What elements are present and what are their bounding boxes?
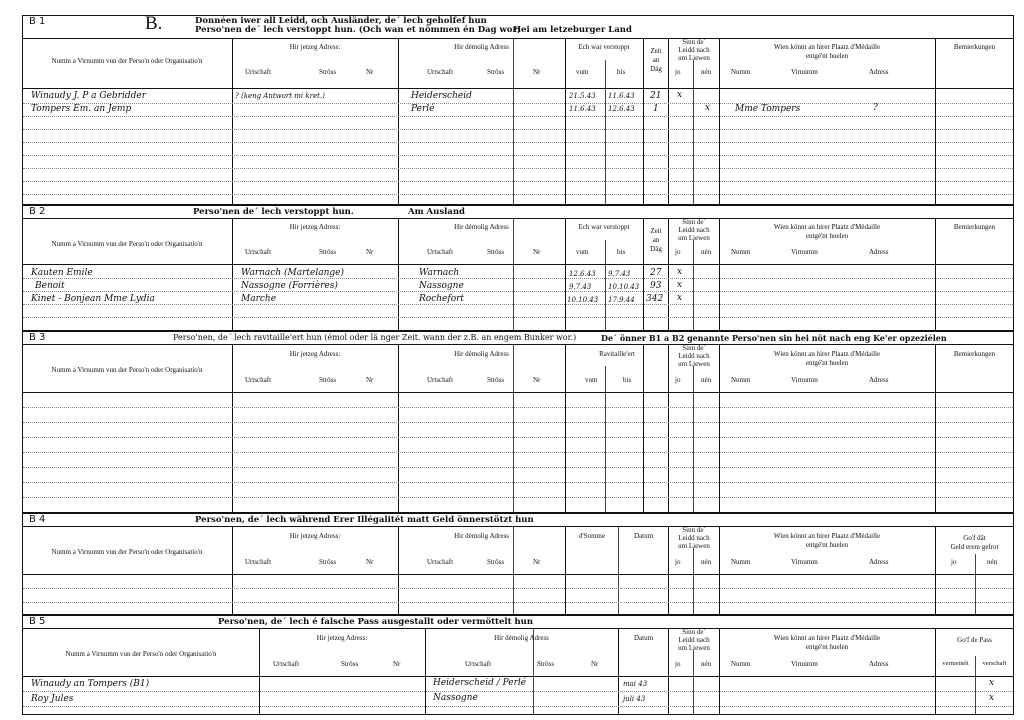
b5-row2-addr-then: Nassogne (433, 693, 478, 703)
b1-row2-no: x (705, 103, 711, 113)
b1-row1-from: 21.5.43 (569, 92, 596, 100)
col-addr-now-header: Hir jetzeg Adress: (289, 43, 341, 51)
b1-row2-from: 11.6.43 (569, 105, 596, 113)
sub-virnumm: Virnumm (791, 660, 818, 668)
sub-numm: Numm (731, 376, 751, 384)
col-medal-2: entgé'nt huelen (805, 541, 849, 549)
sub-bis: bis (617, 68, 626, 76)
section-title: Perso'nen, de´ lech é falsche Pass ausgestallt oder vermöttelt hun (218, 617, 534, 627)
section-b5 (22, 615, 1014, 715)
section-subtitle: Perso'nen de´ lech verstoppt hun. (Och wan et nömmen én Dag wor) (195, 25, 521, 35)
b2-row2-addr-now: Nassogne (Forrières) (241, 281, 338, 291)
sub-nr: Nr (366, 376, 374, 384)
sub-nr: Nr (366, 558, 374, 566)
col-name-header: Numm a Virnumm vun der Perso'n oder Organisatio'n (51, 548, 203, 556)
section-b2 (22, 205, 1014, 331)
col-sinn-3: um Liewen (678, 54, 710, 62)
col-name-header: Numm a Virnumm vun der Perso'n oder Organisatio'n (51, 57, 203, 65)
sub-numm: Numm (731, 558, 751, 566)
b2-row2-from: 9.7.43 (569, 283, 592, 291)
sub-adress: Adress (869, 660, 889, 668)
section-code: B 2 (29, 206, 46, 217)
form-letter: B. (145, 13, 163, 34)
col-gof: Go'f dât (963, 534, 986, 542)
col-addr-now-header: Hir jetzeg Adress: (289, 350, 341, 358)
sub-stross: Ströss (487, 248, 505, 256)
b2-row1-addr-now: Warnach (Martelange) (241, 268, 344, 278)
sub-nr: Nr (533, 558, 541, 566)
b2-row1-to: 9.7.43 (608, 270, 631, 278)
b2-row3-name: Kinet - Bonjean Mme Lydia (31, 294, 155, 304)
section-b1 (22, 15, 1014, 205)
sub-numm: Numm (731, 248, 751, 256)
col-medal: Wien könnt an hirer Plaatz d'Médaille (773, 350, 881, 358)
sub-vermettelt: vermettelt (942, 660, 969, 667)
b2-row2-days: 93 (650, 281, 662, 291)
section-code: B 1 (29, 16, 46, 27)
sub-virnumm: Virnumm (791, 68, 818, 76)
b1-row1-name: Winaudy J. P a Gebridder (31, 91, 147, 101)
col-verstoppt-header: Ech war verstoppt (578, 43, 630, 51)
b2-row1-days: 27 (650, 268, 662, 278)
sub-stross: Ströss (537, 660, 555, 668)
col-addr-now-header: Hir jetzeg Adress: (316, 634, 368, 642)
sub-urtschaft: Urtschaft (245, 68, 272, 76)
section-code: B 5 (29, 616, 46, 627)
sub-bis: bis (623, 376, 632, 384)
b1-row2-days: 1 (653, 104, 659, 114)
sub-nr: Nr (366, 68, 374, 76)
col-bemierkungen: Bemierkungen (953, 350, 996, 358)
sub-verschaft: verschaft (982, 660, 1007, 667)
b1-row2-addr-then: Perlé (411, 104, 435, 114)
col-sinn: Sinn de´ (682, 526, 706, 534)
sub-jo: jo (951, 558, 957, 566)
sub-numm: Numm (731, 660, 751, 668)
section-code: B 3 (29, 332, 46, 343)
sub-nen: nén (701, 248, 712, 256)
col-addr-then-header: Hir démolig Adress (454, 532, 509, 540)
section-code: B 4 (29, 514, 46, 525)
col-sinn-3: um Liewen (678, 644, 710, 652)
b2-row2-name: Benoit (35, 281, 65, 291)
b2-row2-to: 10.10.43 (608, 283, 640, 291)
section-subtitle: Am Ausland (408, 207, 465, 217)
sub-nen: nén (701, 376, 712, 384)
col-medal-2: entgé'nt huelen (805, 52, 849, 60)
sub-urtschaft: Urtschaft (427, 558, 454, 566)
sub-stross: Ströss (341, 660, 359, 668)
section-b3 (22, 331, 1014, 513)
col-medal-2: entgé'nt huelen (805, 232, 849, 240)
b5-row1-addr-then: Heiderscheid / Perlé (433, 678, 527, 688)
sub-urtschaft: Urtschaft (427, 248, 454, 256)
sub-numm: Numm (731, 68, 751, 76)
col-addr-then-header: Hir démolig Adress (494, 634, 549, 642)
col-zeit-deg: Däg (650, 245, 662, 253)
sub-adress: Adress (869, 248, 889, 256)
sub-jo: jo (675, 376, 681, 384)
b5-row2-name: Roy Jules (31, 694, 74, 704)
sub-adress: Adress (869, 558, 889, 566)
section-title: Donnéen iwer all Leidd, och Ausländer, de´ lech geholfef hun (195, 16, 487, 26)
sub-jo: jo (675, 558, 681, 566)
col-medal: Wien könnt an hirer Plaatz d'Médaille (773, 43, 881, 51)
col-zeit: Zeit (650, 47, 662, 55)
b2-row1-name: Kauten Emile (31, 268, 93, 278)
sub-jo: jo (675, 660, 681, 668)
sub-virnumm: Virnumm (791, 558, 818, 566)
b2-row3-to: 17.9.44 (608, 296, 635, 304)
sub-urtschaft: Urtschaft (427, 68, 454, 76)
b5-row1-mark: x (989, 678, 995, 688)
b2-row2-addr-then: Nassogne (419, 281, 464, 291)
sub-urtschaft: Urtschaft (245, 558, 272, 566)
b2-row1-from: 12.6.43 (569, 270, 596, 278)
sub-urtschaft: Urtschaft (465, 660, 492, 668)
section-b4 (22, 513, 1014, 615)
b2-row2-yes: x (677, 280, 683, 290)
b5-row1-name: Winaudy an Tompers (B1) (31, 679, 150, 689)
col-sinn: Sinn de´ (682, 218, 706, 226)
col-sinn-3: um Liewen (678, 542, 710, 550)
sub-virnumm: Virnumm (791, 376, 818, 384)
sub-vum: vum (576, 248, 589, 256)
section-title: Perso'nen, de´ lech während Erer Illégalitét matt Geld önnerstötzt hun (195, 515, 534, 525)
col-name-header: Numm a Virnumm vun der Perso'n oder Organisatio'n (51, 240, 203, 248)
sub-adress: Adress (869, 68, 889, 76)
b2-row3-addr-then: Rochefort (419, 294, 465, 304)
sub-nr: Nr (533, 248, 541, 256)
sub-nen: nén (701, 68, 712, 76)
sub-urtschaft: Urtschaft (273, 660, 300, 668)
col-medal-2: entgé'nt huelen (805, 359, 849, 367)
sub-nr: Nr (366, 248, 374, 256)
sub-vum: vum (576, 68, 589, 76)
sub-nr: Nr (533, 376, 541, 384)
b5-row2-mark: x (989, 693, 995, 703)
sub-virnumm: Virnumm (791, 248, 818, 256)
sub-urtschaft: Urtschaft (245, 248, 272, 256)
section-subtitle-land: Hei am letzeburger Land (513, 25, 632, 35)
col-sinn-2: Leidd nach (678, 534, 710, 542)
section-subtitle: De´ önner B1 a B2 genannte Perso'nen sin hei nöt nach eng Ke'er opzeziélen (601, 333, 947, 343)
col-addr-then-header: Hir démolig Adress (454, 223, 509, 231)
col-verstoppt-header: Ech war verstoppt (578, 223, 630, 231)
col-medal: Wien könnt an hirer Plaatz d'Médaille (773, 532, 881, 540)
col-sinn-2: Leidd nach (678, 636, 710, 644)
b1-row1-days: 21 (650, 91, 662, 101)
col-addr-then-header: Hir démolig Adress (454, 43, 509, 51)
col-gof-2: Geld erem gefrot (950, 543, 999, 551)
col-addr-now-header: Hir jetzeg Adress: (289, 223, 341, 231)
col-ravitaillert: Ravitaille'ert (599, 350, 635, 358)
b1-row1-addr-then: Heiderscheid (411, 91, 472, 101)
b2-row3-days: 342 (646, 294, 664, 304)
b2-row1-addr-then: Warnach (419, 268, 460, 278)
col-datum: Datum (633, 634, 654, 642)
b2-row3-addr-now: Marche (241, 294, 277, 304)
b5-row1-date: mai 43 (623, 680, 648, 688)
b2-row1-yes: x (677, 267, 683, 277)
col-medal: Wien könnt an hirer Plaatz d'Médaille (773, 223, 881, 231)
col-somme: d'Somme (578, 532, 606, 540)
sub-stross: Ströss (487, 558, 505, 566)
col-zeit-an: an (652, 56, 660, 64)
sub-stross: Ströss (487, 68, 505, 76)
col-sinn-2: Leidd nach (678, 226, 710, 234)
col-sinn: Sinn de´ (682, 38, 706, 46)
col-sinn-3: um Liewen (678, 234, 710, 242)
sub-nen: nén (701, 558, 712, 566)
col-gof-pass: Go'f de Pass (957, 636, 992, 644)
b5-row2-date: juli 43 (623, 695, 646, 703)
sub-bis: bis (617, 248, 626, 256)
col-datum: Datum (633, 532, 654, 540)
col-zeit: Zeit (650, 227, 662, 235)
col-medal: Wien könnt an hirer Plaatz d'Médaille (773, 634, 881, 642)
b1-row2-name: Tompers Em. an Jemp (31, 104, 132, 114)
sub-jo: jo (675, 68, 681, 76)
col-sinn-3: um Liewen (678, 360, 710, 368)
b1-row2-medal-name: Mme Tompers (735, 104, 801, 114)
sub-nr: Nr (393, 660, 401, 668)
sub-urtschaft: Urtschaft (245, 376, 272, 384)
col-addr-now-header: Hir jetzeg Adress: (289, 532, 341, 540)
b2-row3-yes: x (677, 293, 683, 303)
b1-row1-yes: x (677, 90, 683, 100)
sub-urtschaft: Urtschaft (427, 376, 454, 384)
b1-row1-to: 11.6.43 (608, 92, 635, 100)
col-name-header: Numm a Virnumm vun der Perso'n oder Organisatio'n (65, 650, 217, 658)
section-title: Perso'nen, de´ lech ravitaille'ert hun (émol oder lä nger Zeit. wann der z.B. an engem Bunker wor.) (173, 333, 577, 342)
sub-nr: Nr (533, 68, 541, 76)
sub-nr: Nr (591, 660, 599, 668)
col-sinn: Sinn de´ (682, 344, 706, 352)
col-bemierkungen: Bemierkungen (953, 223, 996, 231)
sub-stross: Ströss (319, 376, 337, 384)
section-title: Perso'nen de´ lech verstoppt hun. (193, 207, 354, 217)
b1-row2-medal-addr: ? (873, 103, 878, 113)
sub-nen: nén (701, 660, 712, 668)
col-sinn-2: Leidd nach (678, 46, 710, 54)
col-sinn: Sinn de´ (682, 628, 706, 636)
col-zeit-deg: Däg (650, 65, 662, 73)
col-name-header: Numm a Virnumm vun der Perso'n oder Organisatio'n (51, 366, 203, 374)
col-bemierkungen: Bemierkungen (953, 43, 996, 51)
col-zeit-an: an (652, 236, 660, 244)
sub-stross: Ströss (319, 558, 337, 566)
sub-nen: nén (987, 558, 998, 566)
sub-vum: vum (585, 376, 598, 384)
sub-stross: Ströss (319, 68, 337, 76)
col-sinn-2: Leidd nach (678, 352, 710, 360)
sub-stross: Ströss (319, 248, 337, 256)
col-addr-then-header: Hir démolig Adress (454, 350, 509, 358)
b1-row1-addr-now: ? (keng Antwort mi kret.) (235, 92, 325, 100)
b1-row2-to: 12.6.43 (608, 105, 635, 113)
b2-row3-from: 10.10.43 (567, 296, 599, 304)
col-medal-2: entgé'nt huelen (805, 643, 849, 651)
sub-stross: Ströss (487, 376, 505, 384)
sub-jo: jo (675, 248, 681, 256)
sub-adress: Adress (869, 376, 889, 384)
